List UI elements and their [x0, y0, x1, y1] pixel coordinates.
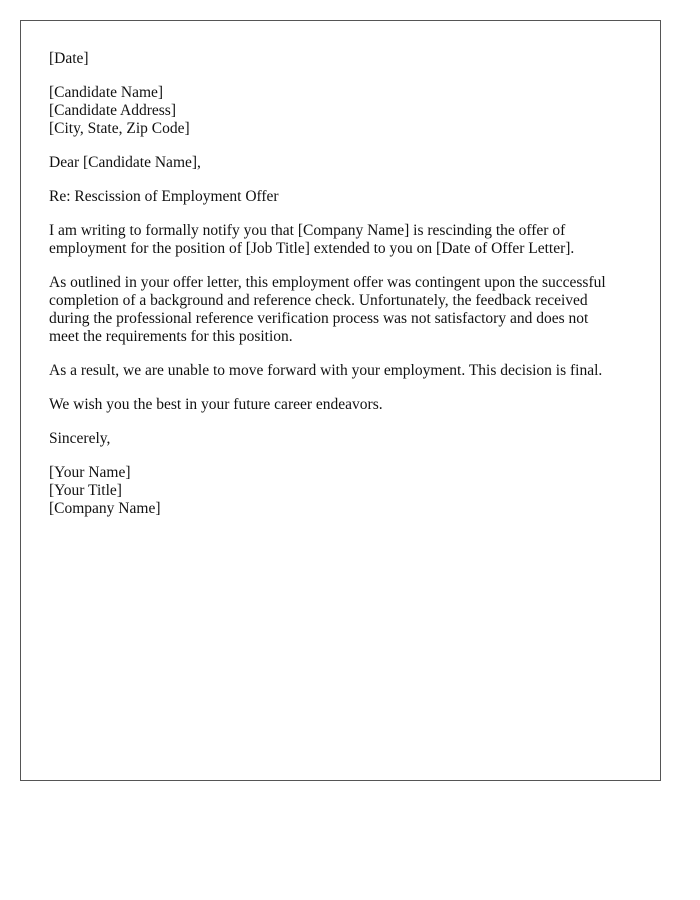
recipient-city-state-zip: [City, State, Zip Code]: [49, 120, 190, 137]
recipient-address: [Candidate Address]: [49, 102, 176, 119]
letter-document: [20, 20, 661, 781]
closing-block: [49, 430, 632, 448]
body-paragraph-2: [49, 274, 632, 346]
subject-block: [49, 188, 632, 206]
paragraph-line: completion of a background and reference check. Unfortunately, the feedback received: [49, 292, 588, 309]
paragraph-line: during the professional reference verification process was not satisfactory and does not: [49, 310, 589, 327]
signer-title: [Your Title]: [49, 482, 122, 499]
paragraph-line: I am writing to formally notify you that [Company Name] is rescinding the offer of: [49, 222, 566, 239]
signer-company: [Company Name]: [49, 500, 161, 517]
paragraph-line: We wish you the best in your future career endeavors.: [49, 396, 383, 413]
paragraph-line: As a result, we are unable to move forward with your employment. This decision is final.: [49, 362, 603, 379]
signer-name: [Your Name]: [49, 464, 131, 481]
recipient-address-block: [49, 84, 632, 138]
recipient-name: [Candidate Name]: [49, 84, 164, 101]
salutation-block: [49, 154, 632, 172]
subject-line: Re: Rescission of Employment Offer: [49, 188, 279, 205]
body-paragraph-3: [49, 362, 632, 380]
body-paragraph-1: [49, 222, 632, 258]
signature-block: [49, 464, 632, 518]
salutation: Dear [Candidate Name],: [49, 154, 201, 171]
letter-date: [Date]: [49, 50, 89, 67]
paragraph-line: meet the requirements for this position.: [49, 328, 293, 345]
closing: Sincerely,: [49, 430, 111, 447]
paragraph-line: As outlined in your offer letter, this employment offer was contingent upon the successful: [49, 274, 606, 291]
body-paragraph-4: [49, 396, 632, 414]
date-block: [49, 50, 632, 68]
paragraph-line: employment for the position of [Job Title] extended to you on [Date of Offer Letter].: [49, 240, 575, 257]
